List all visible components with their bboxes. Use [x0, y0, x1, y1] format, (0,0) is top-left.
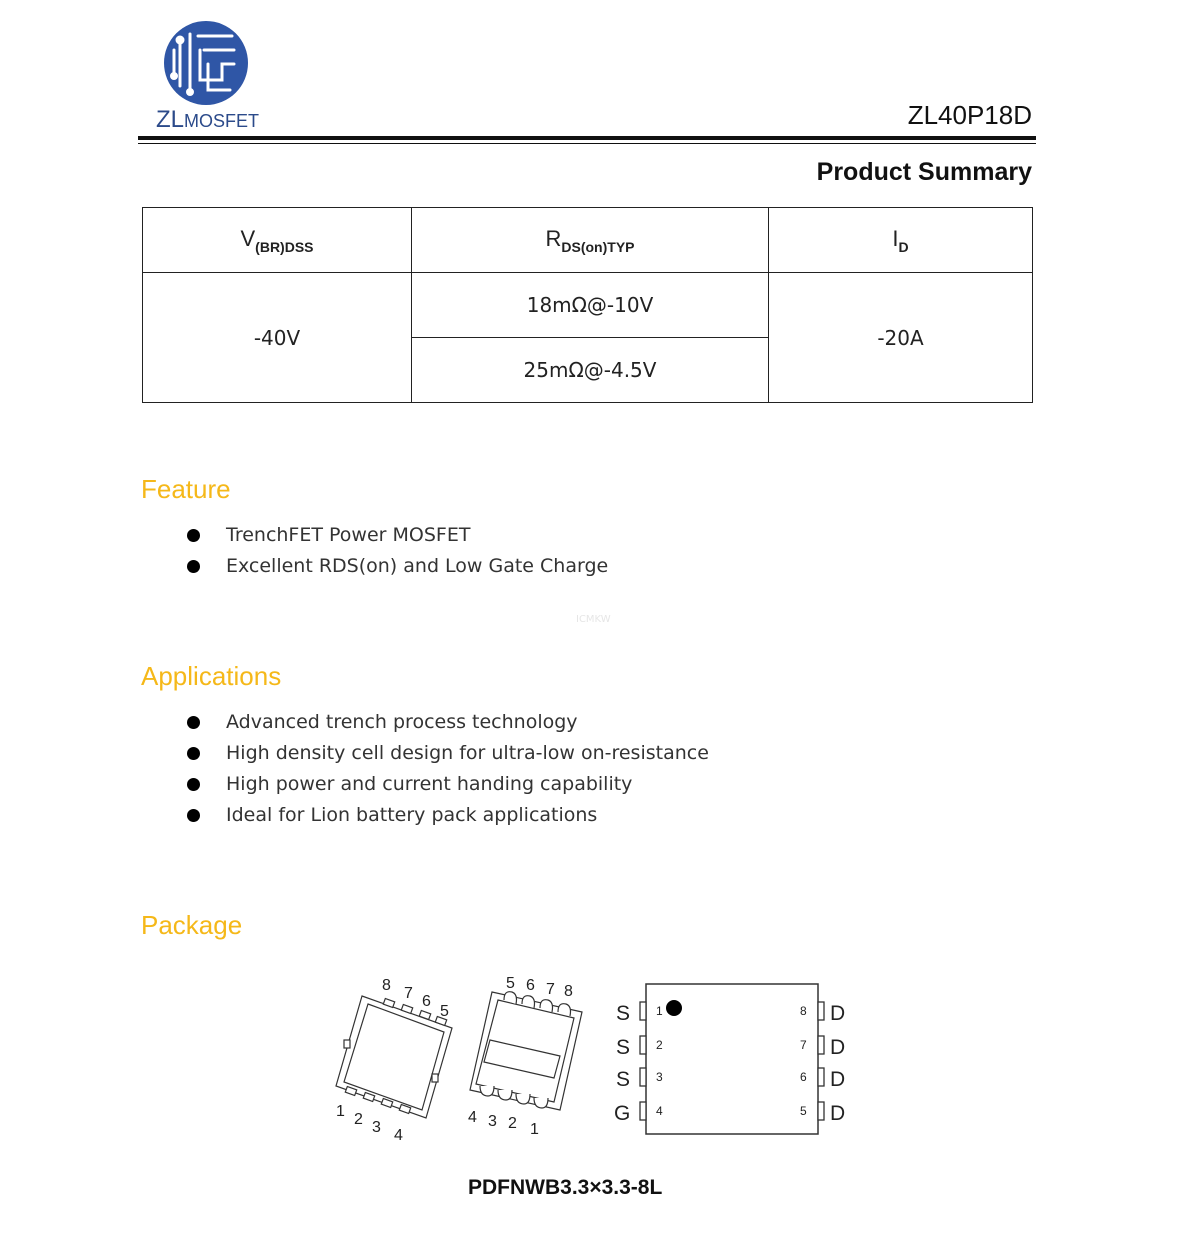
pin-name-left: G	[614, 1102, 631, 1125]
package-title: Package	[141, 910, 243, 940]
part-number: ZL40P18D	[907, 100, 1032, 130]
bottom-view-pin-label: 2	[508, 1115, 517, 1132]
bottom-view-pin-label: 3	[488, 1113, 497, 1130]
header-vbrdss-main: V	[240, 225, 256, 251]
list-item	[186, 738, 709, 769]
header-rule-thick	[138, 136, 1036, 140]
company-logo	[160, 20, 252, 106]
logo-zl: ZL	[156, 106, 185, 133]
header-id-main: I	[892, 225, 899, 251]
header-id-sub: D	[898, 238, 909, 255]
application-item-text: Ideal for Lion battery pack applications	[226, 804, 598, 826]
header-rdson-main: R	[545, 225, 562, 251]
feature-item-text: Excellent RDS(on) and Low Gate Charge	[226, 555, 609, 577]
header-rdson	[412, 208, 769, 273]
id-value: -20A	[769, 273, 1033, 403]
bullet-icon	[187, 716, 200, 729]
header-rule-thin	[138, 143, 1036, 144]
bottom-view-pin-label: 5	[506, 975, 515, 992]
list-item	[186, 520, 608, 551]
header-vbrdss	[143, 208, 412, 273]
pin-number-left: 4	[656, 1104, 663, 1118]
table-row	[143, 273, 1033, 338]
logo-mosfet: MOSFET	[184, 111, 260, 131]
bottom-view-pin-label: 1	[530, 1121, 539, 1138]
pin-name-right: D	[830, 1002, 846, 1025]
top-view-pin-label: 4	[394, 1127, 403, 1144]
pin-number-left: 1	[656, 1004, 663, 1018]
bullet-icon	[187, 778, 200, 791]
company-logo-text	[156, 106, 259, 134]
pin1-marker-icon	[666, 1000, 682, 1016]
applications-title: Applications	[141, 661, 282, 691]
package-caption: PDFNWB3.3×3.3-8L	[468, 1176, 663, 1199]
pin-name-left: S	[616, 1068, 631, 1091]
header-rdson-sub: DS(on)TYP	[561, 238, 635, 255]
feature-list	[186, 520, 608, 582]
pin-number-right: 5	[800, 1104, 807, 1118]
bullet-icon	[187, 809, 200, 822]
list-item	[186, 800, 709, 831]
top-view-pin-label: 5	[440, 1003, 449, 1020]
application-item-text: Advanced trench process technology	[226, 711, 578, 733]
feature-title: Feature	[141, 474, 231, 504]
feature-item-text: TrenchFET Power MOSFET	[226, 524, 471, 546]
rdson-value-4v5: 25mΩ@-4.5V	[412, 338, 769, 403]
package-bottom-view-drawing	[460, 970, 590, 1140]
bottom-view-pin-label: 6	[526, 977, 535, 994]
list-item	[186, 707, 709, 738]
top-view-pin-label: 2	[354, 1111, 363, 1128]
top-view-pin-label: 1	[336, 1103, 345, 1120]
table-header-row	[143, 208, 1033, 273]
pin-number-left: 2	[656, 1038, 663, 1052]
top-view-pin-label: 8	[382, 977, 391, 994]
bullet-icon	[187, 747, 200, 760]
pin-number-right: 6	[800, 1070, 807, 1084]
header-vbrdss-sub: (BR)DSS	[255, 238, 314, 255]
vbrdss-value: -40V	[143, 273, 412, 403]
list-item	[186, 769, 709, 800]
application-item-text: High power and current handing capability	[226, 773, 633, 795]
pin-name-right: D	[830, 1068, 846, 1091]
pin-name-right: D	[830, 1036, 846, 1059]
bottom-view-pin-label: 4	[468, 1109, 477, 1126]
top-view-pin-label: 6	[422, 993, 431, 1010]
package-top-view-drawing	[330, 970, 470, 1150]
package-pinout-diagram	[610, 982, 860, 1142]
pin-name-left: S	[616, 1036, 631, 1059]
bullet-icon	[187, 560, 200, 573]
bottom-view-pin-label: 8	[564, 983, 573, 1000]
top-view-pin-label: 3	[372, 1119, 381, 1136]
product-summary-title: Product Summary	[816, 158, 1032, 186]
application-item-text: High density cell design for ultra-low on-resistance	[226, 742, 709, 764]
pin-number-right: 7	[800, 1038, 807, 1052]
list-item	[186, 551, 608, 582]
product-summary-table	[142, 207, 1033, 403]
pin-name-left: S	[616, 1002, 631, 1025]
pin-number-right: 8	[800, 1004, 807, 1018]
applications-list	[186, 707, 709, 831]
header-id	[769, 208, 1033, 273]
watermark: ICMKW	[576, 614, 611, 625]
bullet-icon	[187, 529, 200, 542]
pin-name-right: D	[830, 1102, 846, 1125]
rdson-value-10v: 18mΩ@-10V	[412, 273, 769, 338]
top-view-pin-label: 7	[404, 985, 413, 1002]
pin-number-left: 3	[656, 1070, 663, 1084]
bottom-view-pin-label: 7	[546, 981, 555, 998]
